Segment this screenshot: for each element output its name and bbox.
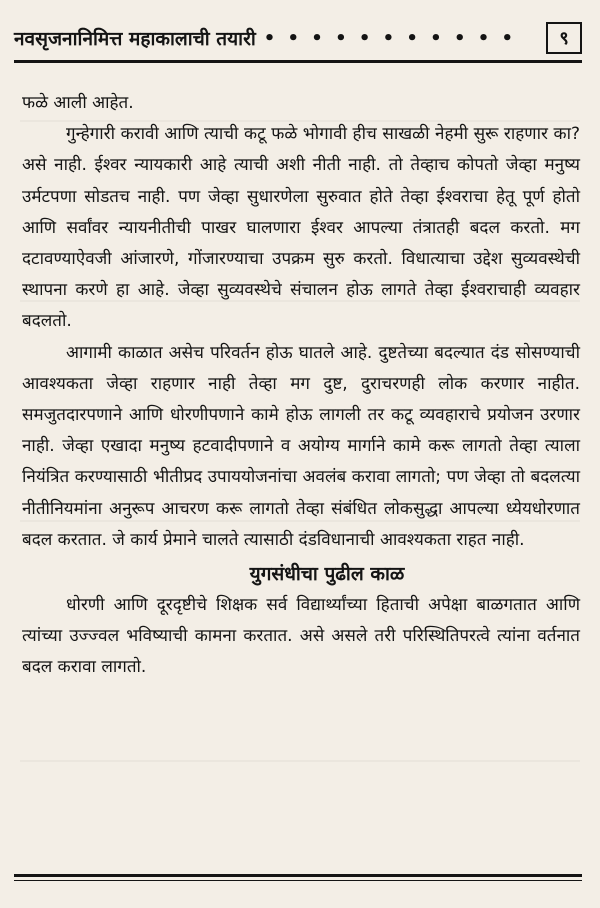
bleed-through (20, 760, 580, 762)
section-heading: युगसंधीचा पुढील काळ (249, 563, 405, 586)
paragraph: आगामी काळात असेच परिवर्तन होऊ घातले आहे. दुष्टतेच्या बदल्यात दंड सोसण्याची आवश्यकता जेव्हा राहणार नाही तेव्हा मग दुष्ट, दुराचरणही लोक करणार नाहीत. समजुतदारपणाने आणि धोरणीपणाने कामे होऊ लागली तर कटू व्यवहाराचे प्रयोजन उरणार नाही. जेव्हा एखादा मनुष्य हटवादीपणाने व अयोग्य मार्गाने कामे करू लागतो तेव्हा त्याला नियंत्रित करण्यासाठी भीतीप्रद उपाययोजनांचा अवलंब करावा लागतो; पण जेव्हा तो बदलत्या नीतीनियमांना अनुरूप आचरण करू लागतो तेव्हा संबंधित लोकसुद्धा आपल्या ध्येयधोरणात बदल करतात. जे कार्य प्रेमाने चालते त्यासाठी दंडविधानाची आवश्यकता राहत नाही. (22, 342, 580, 550)
page-number: ९ (546, 22, 582, 54)
paragraph: धोरणी आणि दूरदृष्टीचे शिक्षक सर्व विद्यार्थ्यांच्या हिताची अपेक्षा बाळगतात आणि त्यांच्या उज्ज्वल भविष्याची कामना करतात. असे असले तरी परिस्थितिपरत्वे त्यांना वर्तनात बदल करावा लागतो. (22, 595, 580, 678)
paragraph: फळे आली आहेत. (22, 93, 134, 113)
header-rule (14, 60, 582, 63)
running-header (14, 18, 582, 58)
chapter-title: नवसृजनानिमित्त महाकालाची तयारी (14, 28, 256, 50)
leader-dots: • • • • • • • • • • • (263, 27, 516, 49)
paragraph: गुन्हेगारी करावी आणि त्याची कटू फळे भोगावी हीच साखळी नेहमी सुरू राहणार का? असे नाही. ईश्वर न्यायकारी आहे त्याची अशी नीती नाही. तो तेव्हाच कोपतो जेव्हा मनुष्य उर्मटपणा सोडतच नाही. पण जेव्हा सुधारणेला सुरुवात होते तेव्हा ईश्वराचा हेतू पूर्ण होतो आणि सर्वांवर न्यायनीतीची पाखर घालणारा ईश्वर आपल्या तंत्रातही बदल करतो. मग दटावण्याऐवजी आंजारणे, गोंजारण्याचा उपक्रम सुरु करतो. विधात्याचा उद्देश सुव्यवस्थेची स्थापना करणे हा आहे. जेव्हा सुव्यवस्थेचे संचालन होऊ लागते तेव्हा ईश्वराचाही व्यवहार बदलतो. (22, 124, 580, 332)
body-text (22, 88, 580, 684)
footer-rule (14, 874, 582, 877)
footer-rule-thin (14, 880, 582, 881)
